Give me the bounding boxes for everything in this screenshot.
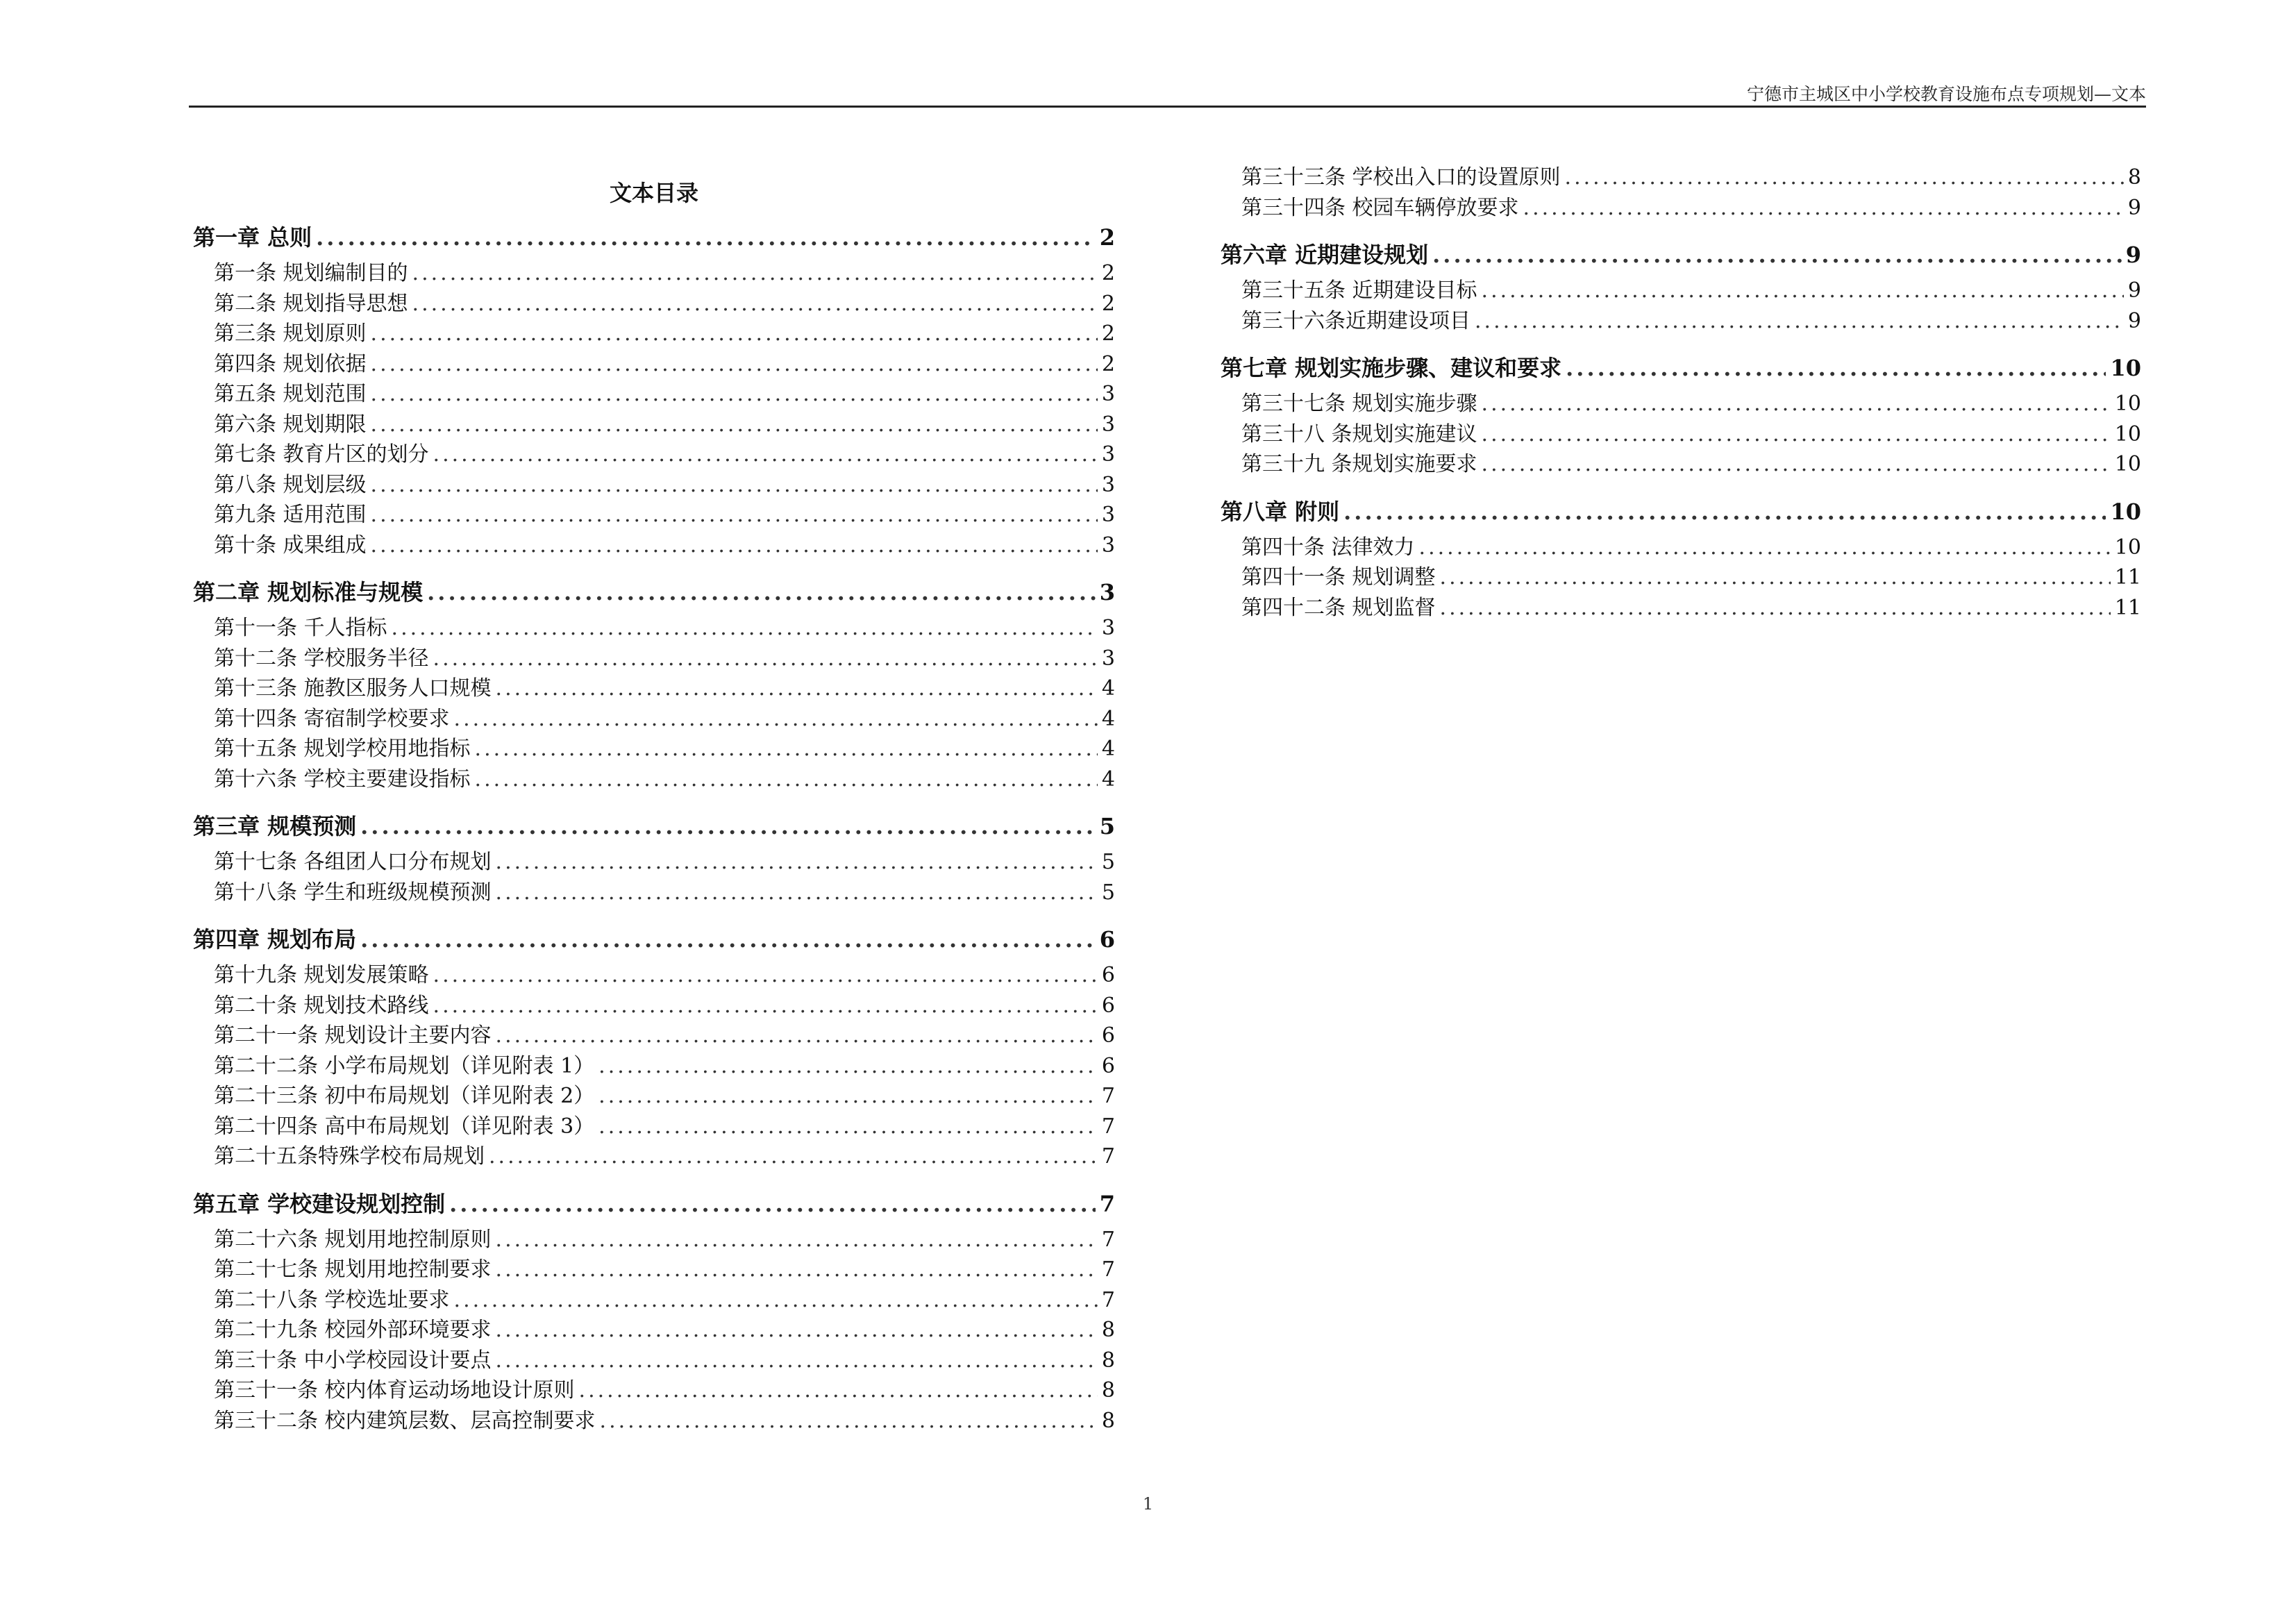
dot-leader	[412, 289, 1098, 319]
toc-article-entry-label: 第三十七条 规划实施步骤	[1241, 392, 1477, 416]
dot-leader	[1482, 389, 2111, 419]
dot-leader	[1482, 449, 2111, 480]
toc-article-entry-label: 第四十二条 规划监督	[1241, 595, 1436, 620]
dot-leader	[496, 847, 1098, 878]
dot-leader	[1523, 193, 2124, 224]
dot-leader	[496, 673, 1098, 704]
dot-leader	[1482, 419, 2111, 450]
dot-leader	[371, 500, 1098, 530]
toc-article-entry-page: 3	[1101, 472, 1115, 497]
toc-article-entry-label: 第三十四条 校园车辆停放要求	[1241, 195, 1519, 220]
toc-article-entry[interactable]	[193, 764, 1115, 795]
toc-chapter-entry[interactable]	[193, 805, 1115, 847]
dot-leader	[496, 878, 1098, 908]
dot-leader	[412, 258, 1098, 289]
toc-article-entry-page: 4	[1101, 706, 1115, 731]
toc-article-entry[interactable]	[193, 847, 1115, 878]
toc-article-entry-label: 第二十二条 小学布局规划（详见附表 1）	[214, 1053, 595, 1078]
dot-leader	[475, 734, 1098, 764]
toc-article-entry[interactable]	[193, 1375, 1115, 1406]
toc-article-entry[interactable]	[193, 1112, 1115, 1142]
toc-article-entry[interactable]	[1221, 449, 2141, 480]
toc-article-entry[interactable]	[193, 991, 1115, 1021]
toc-chapter-block	[193, 805, 1115, 907]
toc-article-entry-page: 4	[1101, 676, 1115, 701]
toc-article-entry[interactable]	[193, 1406, 1115, 1437]
dot-leader	[427, 571, 1096, 613]
toc-article-entry-page: 2	[1101, 261, 1115, 285]
toc-article-entry-label: 第二条 规划指导思想	[214, 291, 408, 316]
toc-article-entry-label: 第二十四条 高中布局规划（详见附表 3）	[214, 1114, 595, 1139]
dot-leader	[475, 764, 1098, 795]
toc-article-entry-label: 第四十一条 规划调整	[1241, 565, 1436, 589]
dot-leader	[360, 919, 1096, 960]
toc-article-entry-page: 8	[1101, 1318, 1115, 1342]
toc-article-entry-page: 3	[1101, 646, 1115, 671]
toc-chapter-entry-page: 9	[2125, 242, 2141, 268]
dot-leader	[1432, 234, 2122, 276]
toc-article-entry-page: 9	[2127, 308, 2141, 333]
toc-article-entry-label: 第四十条 法律效力	[1241, 535, 1415, 560]
dot-leader	[392, 613, 1098, 644]
toc-article-entry[interactable]	[193, 1141, 1115, 1172]
toc-article-entry-page: 9	[2127, 278, 2141, 303]
dot-leader	[1482, 276, 2124, 306]
dot-leader	[1565, 162, 2124, 193]
toc-article-entry-label: 第二十七条 规划用地控制要求	[214, 1257, 492, 1282]
toc-chapter-block	[193, 919, 1115, 1172]
toc-article-entry-page: 4	[1101, 737, 1115, 761]
toc-chapter-entry-label: 第四章 规划布局	[193, 926, 357, 953]
toc-article-entry-label: 第二十八条 学校选址要求	[214, 1287, 450, 1312]
toc-chapter-entry-page: 7	[1099, 1190, 1115, 1217]
dot-leader	[360, 805, 1096, 847]
toc-chapter-entry[interactable]	[1221, 234, 2141, 276]
toc-article-entry-label: 第二十六条 规划用地控制原则	[214, 1227, 492, 1252]
toc-chapter-entry-label: 第六章 近期建设规划	[1221, 242, 1429, 268]
toc-article-entry[interactable]	[193, 289, 1115, 319]
toc-article-entry-label: 第二十三条 初中布局规划（详见附表 2）	[214, 1084, 595, 1108]
toc-chapter-entry[interactable]	[1221, 347, 2141, 389]
dot-leader	[496, 1225, 1098, 1255]
toc-chapter-entry[interactable]	[193, 571, 1115, 613]
toc-chapter-entry-label: 第二章 规划标准与规模	[193, 579, 424, 605]
dot-leader	[454, 1285, 1098, 1316]
toc-article-entry-label: 第十一条 千人指标	[214, 616, 387, 640]
toc-article-entry-label: 第五条 规划范围	[214, 382, 367, 406]
toc-chapter-block	[193, 217, 1115, 560]
dot-leader	[433, 960, 1098, 991]
toc-article-entry-page: 8	[1101, 1378, 1115, 1403]
toc-article-entry[interactable]	[1221, 533, 2141, 563]
toc-article-entry-label: 第十六条 学校主要建设指标	[214, 767, 471, 792]
toc-article-entry-page: 5	[1101, 850, 1115, 874]
toc-article-entry-page: 7	[1101, 1287, 1115, 1312]
toc-article-entry-page: 7	[1101, 1114, 1115, 1139]
toc-article-entry-page: 8	[1101, 1348, 1115, 1373]
toc-article-entry-page: 10	[2114, 392, 2141, 416]
toc-article-entry[interactable]	[1221, 306, 2141, 337]
toc-chapter-block	[1221, 162, 2141, 223]
toc-article-entry[interactable]	[193, 960, 1115, 991]
toc-article-entry-page: 11	[2114, 595, 2141, 620]
toc-article-entry[interactable]	[1221, 193, 2141, 224]
dot-leader	[1566, 347, 2106, 389]
toc-article-entry-label: 第八条 规划层级	[214, 472, 367, 497]
dot-leader	[449, 1183, 1096, 1225]
toc-article-entry[interactable]	[193, 644, 1115, 674]
dot-leader	[496, 1255, 1098, 1285]
toc-article-entry[interactable]	[193, 379, 1115, 410]
toc-article-entry-page: 6	[1101, 1023, 1115, 1048]
toc-article-entry-page: 11	[2114, 565, 2141, 589]
toc-article-entry[interactable]	[193, 349, 1115, 380]
dot-leader	[598, 1051, 1098, 1082]
toc-article-entry-label: 第十二条 学校服务半径	[214, 646, 429, 671]
toc-article-entry-page: 8	[1101, 1408, 1115, 1433]
toc-article-entry-label: 第二十条 规划技术路线	[214, 993, 429, 1018]
toc-article-entry[interactable]	[193, 704, 1115, 735]
toc-article-entry-page: 10	[2114, 535, 2141, 560]
toc-article-entry-label: 第二十一条 规划设计主要内容	[214, 1023, 492, 1048]
toc-article-entry[interactable]	[1221, 593, 2141, 623]
dot-leader	[1440, 562, 2111, 593]
toc-article-entry-label: 第十九条 规划发展策略	[214, 963, 429, 987]
toc-article-entry-page: 4	[1101, 767, 1115, 792]
toc-article-entry[interactable]	[193, 1225, 1115, 1255]
toc-article-entry-label: 第十三条 施教区服务人口规模	[214, 676, 492, 701]
toc-chapter-block	[193, 571, 1115, 794]
dot-leader	[1475, 306, 2124, 337]
toc-article-entry[interactable]	[193, 440, 1115, 470]
toc-article-entry[interactable]	[193, 1051, 1115, 1082]
toc-left-list	[193, 217, 1115, 1436]
toc-article-entry-page: 6	[1101, 1053, 1115, 1078]
dot-leader	[598, 1112, 1098, 1142]
toc-chapter-entry-label: 第三章 规模预测	[193, 813, 357, 839]
toc-article-entry[interactable]	[1221, 162, 2141, 193]
toc-article-entry-page: 3	[1101, 533, 1115, 558]
toc-article-entry-page: 7	[1101, 1084, 1115, 1108]
toc-article-entry-label: 第九条 适用范围	[214, 503, 367, 527]
toc-article-entry-label: 第三十九 条规划实施要求	[1241, 452, 1477, 476]
toc-article-entry[interactable]	[1221, 562, 2141, 593]
toc-chapter-block	[193, 1183, 1115, 1437]
toc-article-entry-label: 第三条 规划原则	[214, 321, 367, 346]
toc-article-entry-label: 第三十五条 近期建设目标	[1241, 278, 1477, 303]
dot-leader	[454, 704, 1098, 735]
toc-article-entry[interactable]	[1221, 419, 2141, 450]
dot-leader	[371, 379, 1098, 410]
toc-chapter-entry-page: 10	[2110, 355, 2141, 381]
toc-chapter-entry-label: 第七章 规划实施步骤、建议和要求	[1221, 355, 1562, 381]
toc-article-entry-label: 第三十六条近期建设项目	[1241, 308, 1470, 333]
toc-article-entry[interactable]	[193, 734, 1115, 764]
toc-chapter-block	[1221, 234, 2141, 336]
dot-leader	[496, 1315, 1098, 1346]
toc-article-entry-page: 2	[1101, 321, 1115, 346]
toc-article-entry[interactable]	[193, 530, 1115, 561]
toc-chapter-entry-label: 第八章 附则	[1221, 498, 1340, 525]
toc-article-entry[interactable]	[193, 470, 1115, 501]
dot-leader	[371, 470, 1098, 501]
toc-chapter-block	[1221, 491, 2141, 623]
toc-article-entry-label: 第十四条 寄宿制学校要求	[214, 706, 450, 731]
dot-leader	[316, 217, 1096, 258]
dot-leader	[579, 1375, 1098, 1406]
toc-article-entry-label: 第十七条 各组团人口分布规划	[214, 850, 492, 874]
dot-leader	[433, 440, 1098, 470]
dot-leader	[1343, 491, 2106, 533]
toc-article-entry[interactable]	[193, 1346, 1115, 1376]
toc-article-entry-page: 9	[2127, 195, 2141, 220]
toc-article-entry-label: 第三十八 条规划实施建议	[1241, 421, 1477, 446]
toc-article-entry-label: 第二十五条特殊学校布局规划	[214, 1144, 485, 1169]
toc-article-entry-page: 2	[1101, 351, 1115, 376]
toc-article-entry-label: 第四条 规划依据	[214, 351, 367, 376]
toc-article-entry-label: 第一条 规划编制目的	[214, 261, 408, 285]
toc-article-entry-label: 第三十三条 学校出入口的设置原则	[1241, 165, 1561, 190]
toc-article-entry-page: 10	[2114, 421, 2141, 446]
toc-article-entry-page: 3	[1101, 442, 1115, 467]
toc-article-entry-label: 第三十一条 校内体育运动场地设计原则	[214, 1378, 575, 1403]
toc-article-entry-page: 5	[1101, 880, 1115, 905]
toc-article-entry[interactable]	[1221, 276, 2141, 306]
toc-article-entry[interactable]	[193, 673, 1115, 704]
toc-article-entry-label: 第三十二条 校内建筑层数、层高控制要求	[214, 1408, 596, 1433]
toc-article-entry-label: 第三十条 中小学校园设计要点	[214, 1348, 492, 1373]
toc-article-entry-page: 10	[2114, 452, 2141, 476]
toc-left-column	[193, 174, 1115, 1447]
toc-article-entry[interactable]	[193, 258, 1115, 289]
toc-article-entry-label: 第十五条 规划学校用地指标	[214, 737, 471, 761]
toc-chapter-entry[interactable]	[193, 919, 1115, 960]
dot-leader	[600, 1406, 1098, 1437]
toc-article-entry-page: 7	[1101, 1227, 1115, 1252]
dot-leader	[496, 1021, 1098, 1051]
dot-leader	[371, 530, 1098, 561]
toc-article-entry-label: 第十八条 学生和班级规模预测	[214, 880, 492, 905]
toc-article-entry-page: 2	[1101, 291, 1115, 316]
header-divider	[189, 106, 2146, 108]
toc-article-entry-page: 7	[1101, 1257, 1115, 1282]
toc-article-entry[interactable]	[193, 1021, 1115, 1051]
toc-chapter-entry[interactable]	[193, 217, 1115, 258]
toc-article-entry-label: 第六条 规划期限	[214, 412, 367, 437]
toc-article-entry[interactable]	[193, 410, 1115, 440]
toc-article-entry[interactable]	[193, 1285, 1115, 1316]
toc-article-entry-page: 3	[1101, 503, 1115, 527]
dot-leader	[371, 410, 1098, 440]
toc-article-entry[interactable]	[193, 613, 1115, 644]
dot-leader	[371, 319, 1098, 349]
toc-article-entry-page: 3	[1101, 616, 1115, 640]
toc-article-entry[interactable]	[193, 1255, 1115, 1285]
toc-article-entry-label: 第七条 教育片区的划分	[214, 442, 429, 467]
toc-article-entry[interactable]	[1221, 389, 2141, 419]
toc-chapter-entry-label: 第五章 学校建设规划控制	[193, 1190, 446, 1217]
dot-leader	[433, 991, 1098, 1021]
toc-article-entry-page: 7	[1101, 1144, 1115, 1169]
toc-right-column	[1221, 162, 2141, 634]
dot-leader	[1419, 533, 2111, 563]
toc-chapter-entry-page: 5	[1099, 813, 1115, 839]
dot-leader	[489, 1141, 1098, 1172]
toc-article-entry[interactable]	[193, 1315, 1115, 1346]
toc-chapter-block	[1221, 347, 2141, 480]
toc-chapter-entry-page: 10	[2110, 498, 2141, 525]
toc-chapter-entry-page: 2	[1099, 224, 1115, 251]
toc-article-entry[interactable]	[193, 878, 1115, 908]
toc-right-list	[1221, 162, 2141, 623]
toc-article-entry[interactable]	[193, 500, 1115, 530]
dot-leader	[433, 644, 1098, 674]
toc-article-entry-page: 8	[2127, 165, 2141, 190]
dot-leader	[1440, 593, 2111, 623]
dot-leader	[371, 349, 1098, 380]
toc-article-entry-page: 3	[1101, 412, 1115, 437]
toc-chapter-entry[interactable]	[193, 1183, 1115, 1225]
page-number: 1	[1142, 1494, 1154, 1514]
toc-title: 文本目录	[609, 180, 698, 206]
toc-chapter-entry-page: 6	[1099, 926, 1115, 953]
toc-article-entry-page: 6	[1101, 963, 1115, 987]
toc-chapter-entry[interactable]	[1221, 491, 2141, 533]
toc-article-entry[interactable]	[193, 1081, 1115, 1112]
toc-chapter-entry-label: 第一章 总则	[193, 224, 312, 251]
toc-article-entry-page: 6	[1101, 993, 1115, 1018]
dot-leader	[496, 1346, 1098, 1376]
toc-article-entry-page: 3	[1101, 382, 1115, 406]
toc-article-entry-label: 第二十九条 校园外部环境要求	[214, 1318, 492, 1342]
running-header: 宁德市主城区中小学校教育设施布点专项规划—文本	[1746, 84, 2146, 104]
toc-chapter-entry-page: 3	[1099, 579, 1115, 605]
toc-article-entry-label: 第十条 成果组成	[214, 533, 367, 558]
dot-leader	[598, 1081, 1098, 1112]
toc-article-entry[interactable]	[193, 319, 1115, 349]
